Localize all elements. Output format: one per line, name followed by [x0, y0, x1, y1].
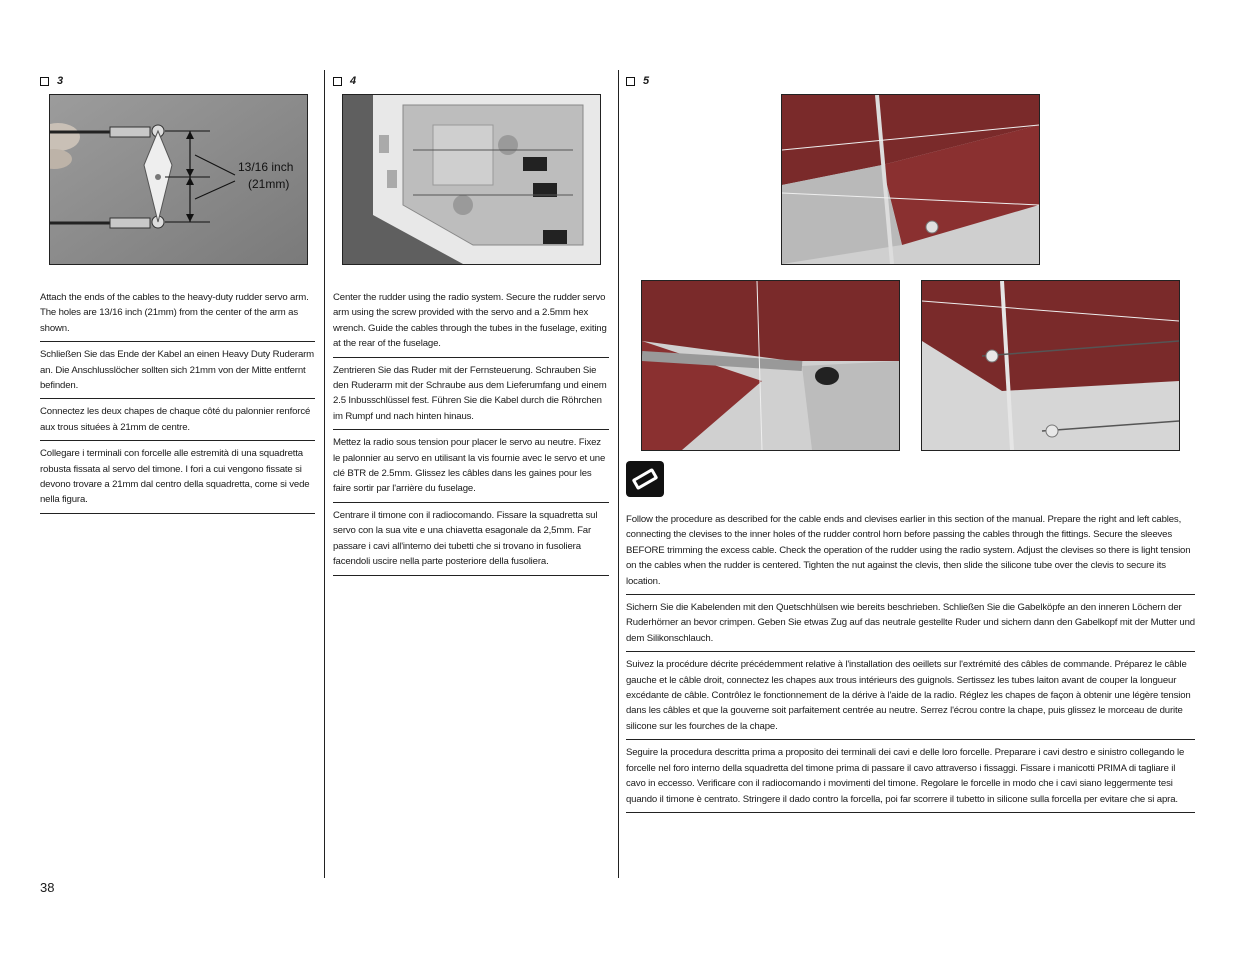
column-divider	[618, 70, 619, 878]
rudder-top-illustration	[782, 95, 1039, 264]
paragraph-fr: Mettez la radio sous tension pour placer le servo au neutre. Fixez le palonnier au servo en utilisant la vis fournie avec le servo et une clé BTR de 2.5mm. Glissez les câbles dans les gaines pour les faire sortir par l'arrière du fuselage.	[333, 435, 609, 503]
step-number: 4	[350, 75, 357, 87]
dimension-label-inch: 13/16 inch	[238, 160, 294, 174]
step-number: 5	[643, 75, 650, 87]
tail-clevis-illustration	[642, 281, 899, 450]
step-number: 3	[57, 75, 64, 87]
paragraph-it: Seguire la procedura descritta prima a proposito dei terminali dei cavi e delle loro forcelle. Preparare i cavi destro e sinistro collegando le forcelle nel foro interno della squadretta del timone prima di passare il cavo attraverso i fissaggi. Fissare i manicotti PRIMA di tagliare il cavo in eccesso. Verificare con il radiocomando i movimenti del timone. Regolare le forcelle in modo che i cavi siano leggermente tesi quando il timone è centrato. Stringere il dado contro la forcella, poi far scorrere il tubetto in silicone sulla forcella per evitare che si apra.	[626, 745, 1195, 813]
figure-tail-clevis	[641, 280, 900, 451]
step-5-text	[626, 512, 1195, 818]
paragraph-de: Schließen Sie das Ende der Kabel an einen Heavy Duty Ruderarm an. Die Anschlusslöcher sollten sich 21mm von der Mitte entfernt befinden.	[40, 347, 315, 399]
paragraph-fr: Suivez la procédure décrite précédemment relative à l'installation des oeillets sur l'extrémité des câbles de commande. Préparez le câble gauche et le câble droit, connectez les chapes aux trous intérieurs des guignols. Sertissez les tubes laiton avant de couper la longueur excédante de câble. Contrôlez le fonctionnement de la dérive à l'aide de la radio. Réglez les chapes de façon à obtenir une légère tension dans les câbles et que la gouverne soit parfaitement centrée au neutre. Serrez l'écrou contre la chape, puis glissez le morceau de durite silicone sur les fourches de la chape.	[626, 657, 1195, 740]
step-3-text	[40, 290, 315, 519]
checkbox-icon[interactable]	[333, 77, 342, 86]
column-divider	[324, 70, 325, 878]
paragraph-fr: Connectez les deux chapes de chaque côté du palonnier renforcé aux trous situées à 21mm de centre.	[40, 404, 315, 441]
paragraph-it: Collegare i terminali con forcelle alle estremità di una squadretta robusta fissata al servo del timone. I fori a cui vengono fissate si devono trovare a 21mm dal centro della squadretta, come si vede nella figura.	[40, 446, 315, 514]
figure-rudder-top	[781, 94, 1040, 265]
paragraph-de: Zentrieren Sie das Ruder mit der Fernsteuerung. Schrauben Sie den Ruderarm mit der Schraube aus dem Lieferumfang und einem 2.5 Inbusschlüssel fest. Führen Sie die Kabel durch die Röhrchen im Rumpf und nach hinten hinaus.	[333, 363, 609, 431]
step-4-text	[333, 290, 609, 581]
paragraph-de: Sichern Sie die Kabelenden mit den Quetschhülsen wie bereits beschrieben. Schließen Sie die Gabelköpfe an den inneren Löchern der Ruderhörner an bevor crimpen. Geben Sie etwas Zug auf das neutrale gestellte Ruder und sichern dann den Gabelkopf mit der Mutter und dem Silikonschlauch.	[626, 600, 1195, 652]
step-3-header	[40, 75, 63, 87]
checkbox-icon[interactable]	[40, 77, 49, 86]
dimension-label-mm: (21mm)	[248, 177, 290, 191]
step-5-header	[626, 75, 649, 87]
paragraph-it: Centrare il timone con il radiocomando. Fissare la squadretta sul servo con la sua vite e una chiavetta esagonale da 2,5mm. Far passare i cavi all'interno dei tubetti che si trovano in fusoliera facendoli uscire nella parte posteriore della fusoliera.	[333, 508, 609, 576]
paragraph-en: Follow the procedure as described for the cable ends and clevises earlier in this section of the manual. Prepare the right and left cables, connecting the clevises to the inner holes of the rudder control horn before passing the cables through the fittings. Secure the sleeves BEFORE trimming the excess cable. Check the operation of the rudder using the radio system. Adjust the clevises so there is light tension on the cables when the rudder is centered. Tighten the nut against the clevis, then slide the silicone tube over the clevis to secure its location.	[626, 512, 1195, 595]
figure-servo-arm	[49, 94, 308, 265]
paragraph-en: Center the rudder using the radio system. Secure the rudder servo arm using the screw provided with the servo and a 2.5mm hex wrench. Guide the cables through the tubes in the fuselage, exiting at the rear of the fuselage.	[333, 290, 609, 358]
checkbox-icon[interactable]	[626, 77, 635, 86]
page-number: 38	[40, 880, 55, 895]
fuselage-illustration	[343, 95, 600, 264]
rudder-horn-illustration	[922, 281, 1179, 450]
step-4-header	[333, 75, 356, 87]
figure-rudder-horn	[921, 280, 1180, 451]
paragraph-en: Attach the ends of the cables to the heavy-duty rudder servo arm. The holes are 13/16 inch (21mm) from the center of the arm as shown.	[40, 290, 315, 342]
tool-icon	[626, 461, 664, 497]
servo-arm-illustration	[50, 95, 307, 264]
figure-fuselage-servos	[342, 94, 601, 265]
